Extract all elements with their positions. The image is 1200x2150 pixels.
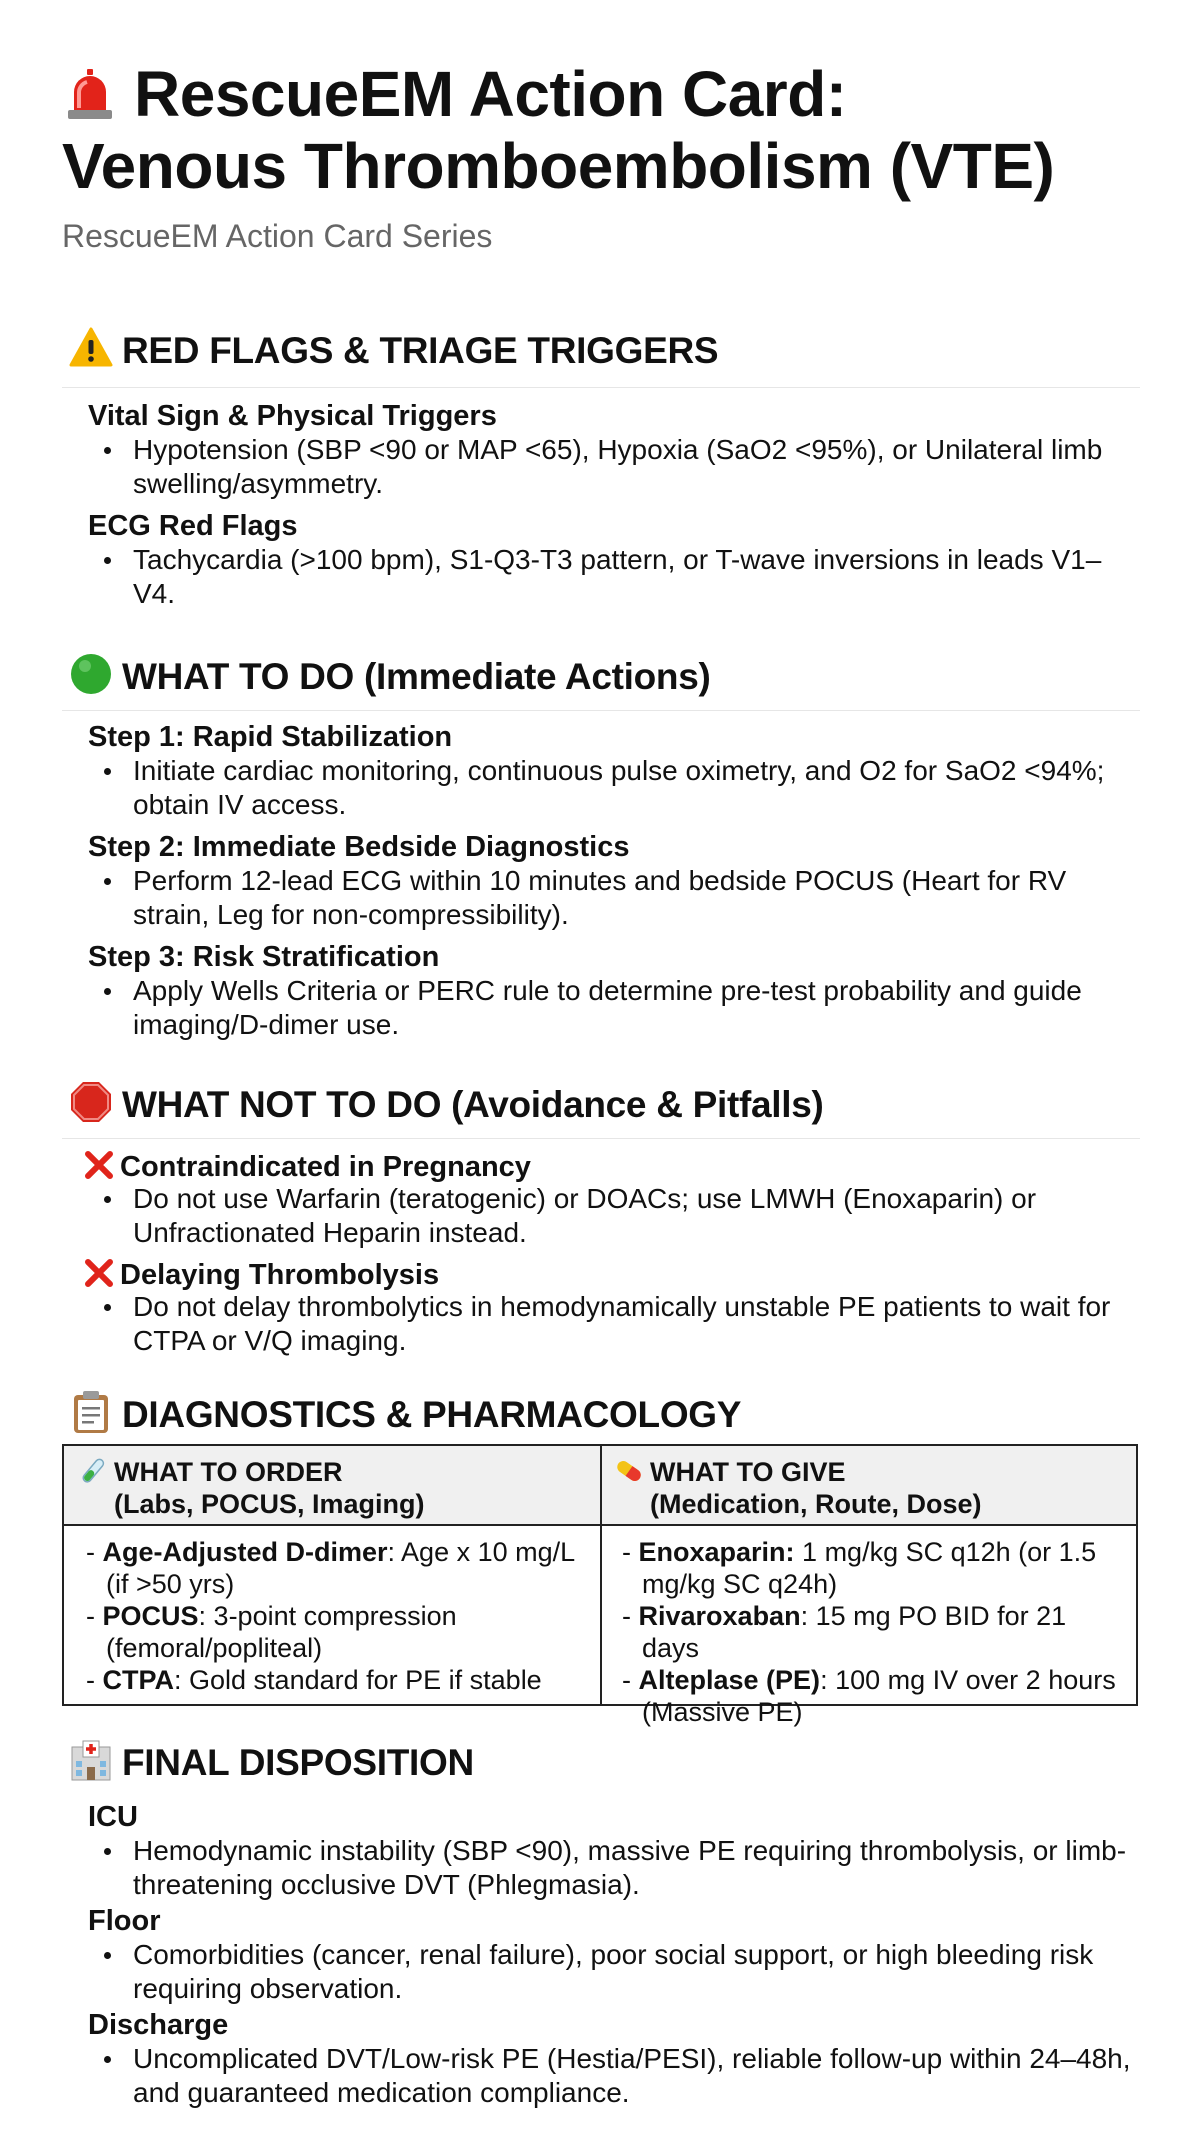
ecg-red-flags-heading: ECG Red Flags bbox=[88, 510, 298, 542]
stop-sign-icon bbox=[68, 1079, 114, 1125]
discharge-heading: Discharge bbox=[88, 2009, 229, 2041]
cross-mark-icon bbox=[82, 1148, 116, 1182]
list-item: Hypotension (SBP <90 or MAP <65), Hypoxia (SaO2 <95%), or Unilateral limb swelling/asymmetry. bbox=[104, 433, 1134, 501]
give-cell bbox=[622, 1536, 1122, 1728]
give-column-header: WHAT TO GIVE (Medication, Route, Dose) bbox=[614, 1456, 982, 1520]
title-line2: Venous Thromboembolism (VTE) bbox=[62, 130, 1055, 202]
pill-icon bbox=[614, 1456, 644, 1486]
cross-mark-icon bbox=[82, 1256, 116, 1290]
title-line1: RescueEM Action Card: bbox=[134, 58, 847, 130]
list-item: Hemodynamic instability (SBP <90), massive PE requiring thrombolysis, or limb-threatening occlusive DVT (Phlegmasia). bbox=[104, 1834, 1134, 1902]
diagnostics-table bbox=[62, 1444, 1138, 1727]
section-what-to-do-title: WHAT TO DO (Immediate Actions) bbox=[68, 651, 711, 699]
series-subtitle: RescueEM Action Card Series bbox=[62, 218, 493, 254]
step3-heading: Step 3: Risk Stratification bbox=[88, 941, 440, 973]
order-item: - POCUS: 3-point compression (femoral/popliteal) bbox=[86, 1601, 457, 1663]
list-item: Apply Wells Criteria or PERC rule to determine pre-test probability and guide imaging/D-dimer use. bbox=[104, 974, 1134, 1042]
divider bbox=[62, 710, 1140, 711]
divider bbox=[62, 1138, 1140, 1139]
pitfall1-heading: Contraindicated in Pregnancy bbox=[88, 1148, 531, 1184]
warning-icon bbox=[68, 325, 114, 371]
list-item: Do not delay thrombolytics in hemodynamically unstable PE patients to wait for CTPA or V/Q imaging. bbox=[104, 1290, 1134, 1358]
give-item: - Enoxaparin: 1 mg/kg SC q12h (or 1.5 mg/kg SC q24h) bbox=[622, 1537, 1097, 1599]
list-item: Tachycardia (>100 bpm), S1-Q3-T3 pattern, or T-wave inversions in leads V1–V4. bbox=[104, 543, 1134, 611]
step1-heading: Step 1: Rapid Stabilization bbox=[88, 721, 453, 753]
page-title bbox=[62, 58, 1162, 202]
section-disposition-title: FINAL DISPOSITION bbox=[68, 1737, 474, 1785]
hospital-icon bbox=[68, 1737, 114, 1783]
order-column-header: WHAT TO ORDER (Labs, POCUS, Imaging) bbox=[78, 1456, 425, 1520]
section-red-flags-title: RED FLAGS & TRIAGE TRIGGERS bbox=[68, 325, 718, 373]
list-item: Initiate cardiac monitoring, continuous pulse oximetry, and O2 for SaO2 <94%; obtain IV access. bbox=[104, 754, 1134, 822]
list-item: Uncomplicated DVT/Low-risk PE (Hestia/PESI), reliable follow-up within 24–48h, and guaranteed medication compliance. bbox=[104, 2042, 1134, 2110]
divider bbox=[62, 387, 1140, 388]
icu-heading: ICU bbox=[88, 1801, 138, 1833]
section-what-not-to-do-title: WHAT NOT TO DO (Avoidance & Pitfalls) bbox=[68, 1079, 824, 1127]
give-item: - Alteplase (PE): 100 mg IV over 2 hours (Massive PE) bbox=[622, 1665, 1116, 1727]
section-diagnostics-title: DIAGNOSTICS & PHARMACOLOGY bbox=[68, 1389, 741, 1437]
pitfall2-heading: Delaying Thrombolysis bbox=[88, 1256, 439, 1292]
siren-icon bbox=[62, 66, 118, 122]
green-circle-icon bbox=[68, 651, 114, 697]
give-item: - Rivaroxaban: 15 mg PO BID for 21 days bbox=[622, 1601, 1067, 1663]
vital-triggers-heading: Vital Sign & Physical Triggers bbox=[88, 400, 497, 432]
list-item: Comorbidities (cancer, renal failure), poor social support, or high bleeding risk requiring observation. bbox=[104, 1938, 1134, 2006]
clipboard-icon bbox=[68, 1389, 114, 1435]
order-item: - CTPA: Gold standard for PE if stable bbox=[86, 1665, 542, 1695]
column-divider bbox=[600, 1446, 602, 1704]
order-cell bbox=[86, 1536, 586, 1696]
list-item: Perform 12-lead ECG within 10 minutes and bedside POCUS (Heart for RV strain, Leg for non-compressibility). bbox=[104, 864, 1134, 932]
step2-heading: Step 2: Immediate Bedside Diagnostics bbox=[88, 831, 630, 863]
floor-heading: Floor bbox=[88, 1905, 161, 1937]
order-item: - Age-Adjusted D-dimer: Age x 10 mg/L (if >50 yrs) bbox=[86, 1537, 575, 1599]
test-tube-icon bbox=[78, 1456, 108, 1486]
list-item: Do not use Warfarin (teratogenic) or DOACs; use LMWH (Enoxaparin) or Unfractionated Heparin instead. bbox=[104, 1182, 1134, 1250]
